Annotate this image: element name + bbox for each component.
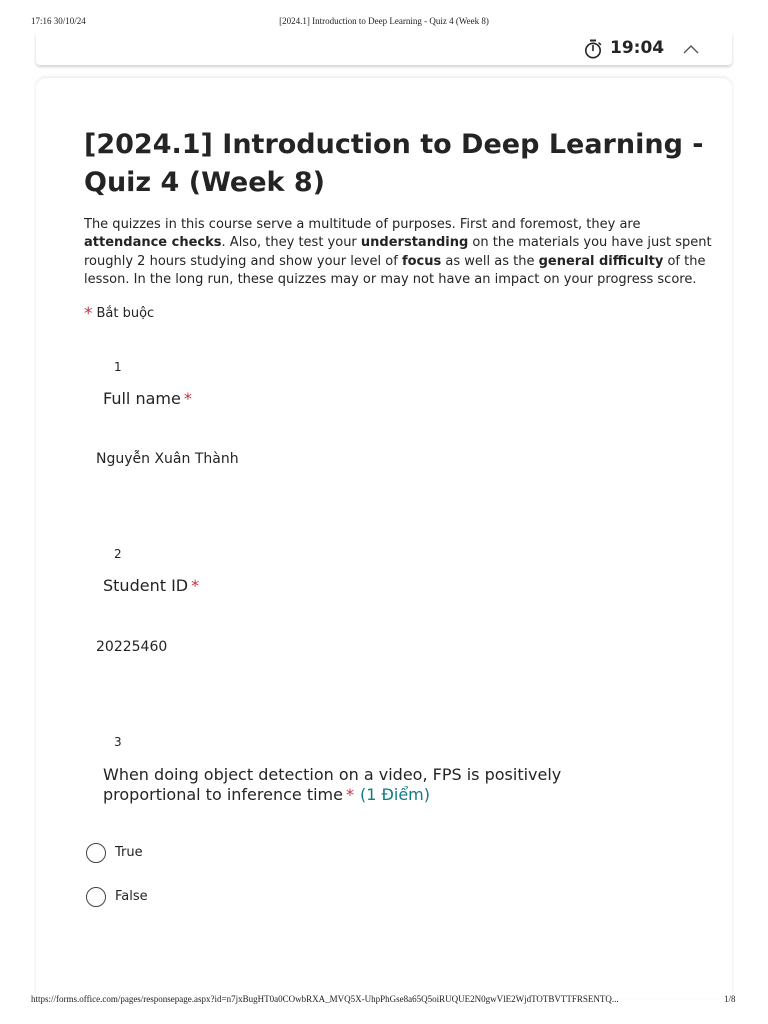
- timer-value: 19:04: [610, 38, 665, 58]
- print-header: [0, 16, 768, 30]
- required-star: *: [345, 785, 354, 804]
- required-star: *: [191, 576, 200, 595]
- timer-bar: [36, 33, 732, 65]
- form-title: [2024.1] Introduction to Deep Learning - Quiz 4 (Week 8): [84, 129, 704, 198]
- print-page-number: 1/8: [724, 994, 736, 1004]
- student-id-answer: 20225460: [96, 639, 168, 655]
- question-3-label: When doing object detection on a video, FPS is positively proportional to inference time * (1 Điểm): [103, 765, 562, 804]
- radio-true[interactable]: [86, 843, 106, 863]
- required-star: *: [84, 304, 93, 324]
- print-timestamp: 17:16 30/10/24: [31, 16, 86, 26]
- option-false-label: False: [115, 889, 148, 904]
- question-2-number: 2: [114, 547, 122, 561]
- form-description: The quizzes in this course serve a multitude of purposes. First and foremost, they are attendance checks. Also, they test your understanding on the materials you have just spent roughly 2 hours studying and show your level of focus as well as the general difficulty of the lesson. In the long run, these quizzes may or may not have an impact on your progress score.: [84, 217, 712, 287]
- option-true-label: True: [115, 845, 143, 860]
- required-note: [84, 304, 154, 324]
- radio-false[interactable]: [86, 887, 106, 907]
- chevron-up-icon[interactable]: [682, 41, 700, 57]
- print-url: https://forms.office.com/pages/responsepage.aspx?id=n7jxBugHT0a0COwbRXA_MVQ5X-UhpPhGse8a65Q5oiRUQUE2N0gwVlE2WjdTOTBVTTFRSENTQ...: [31, 994, 619, 1004]
- print-footer: [0, 994, 768, 1008]
- required-note-text: Bắt buộc: [96, 306, 155, 321]
- print-document-title: [2024.1] Introduction to Deep Learning - Quiz 4 (Week 8): [279, 16, 489, 26]
- stopwatch-icon: [584, 39, 602, 59]
- question-1-label: Full name *: [103, 389, 192, 408]
- question-points: (1 Điểm): [359, 785, 431, 804]
- question-3-number: 3: [114, 735, 122, 749]
- question-2-label: Student ID *: [103, 576, 200, 595]
- question-1-number: 1: [114, 360, 122, 374]
- full-name-answer: Nguyễn Xuân Thành: [96, 451, 239, 467]
- required-star: *: [183, 389, 192, 408]
